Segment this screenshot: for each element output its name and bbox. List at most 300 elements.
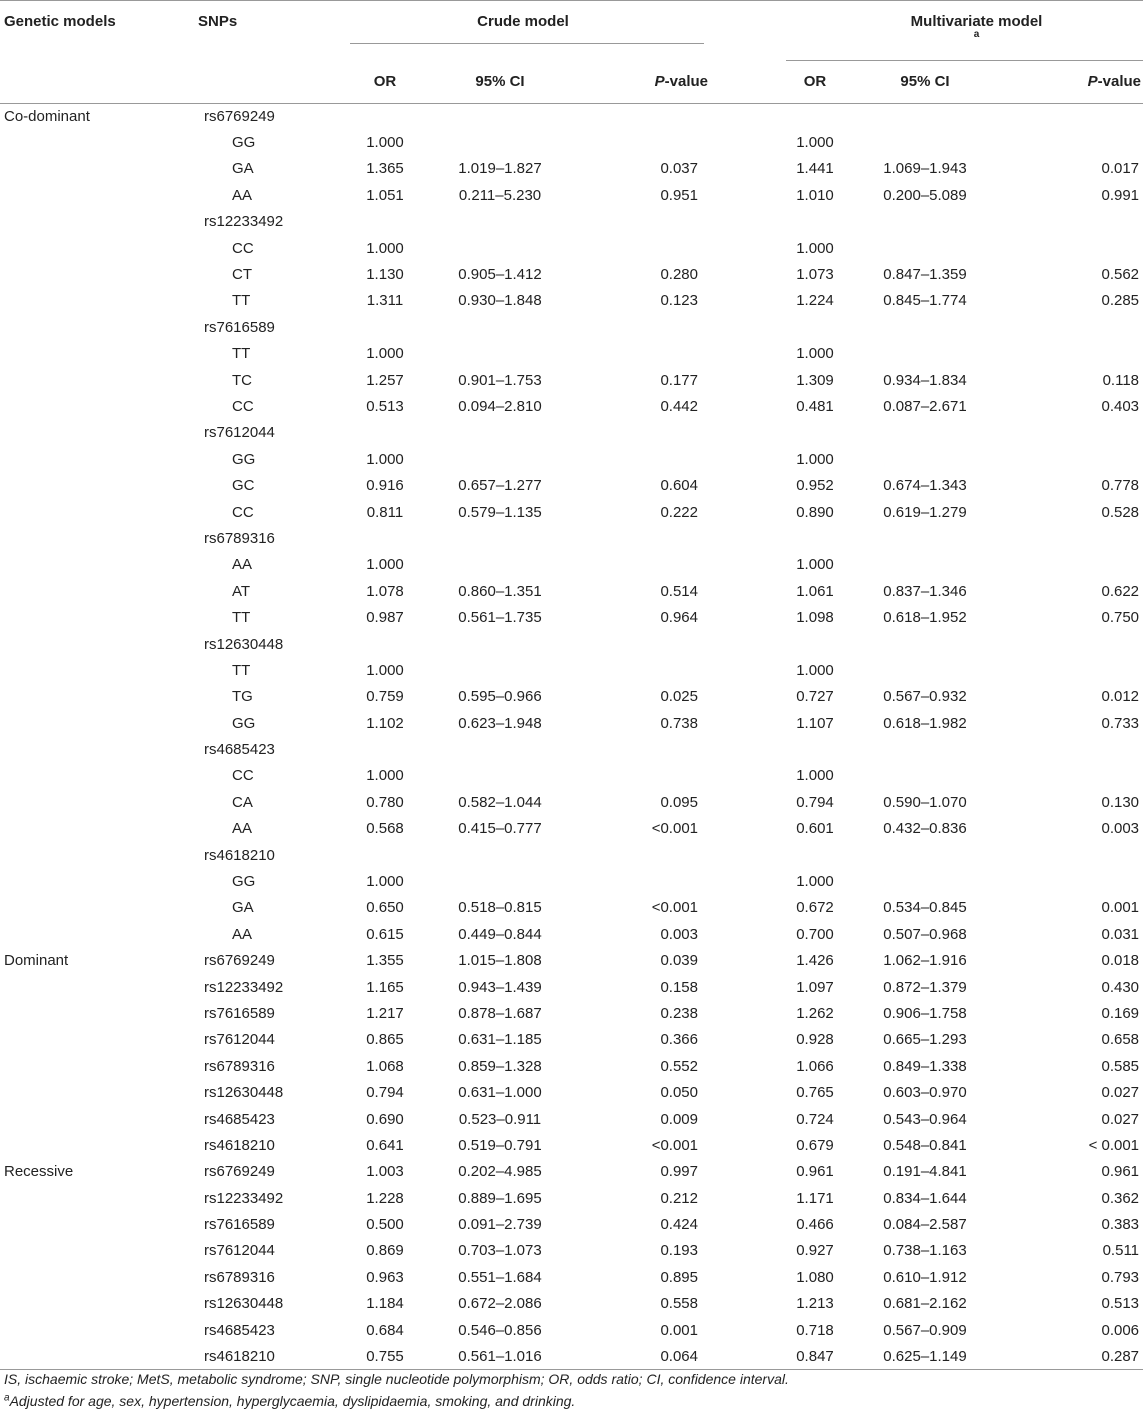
cell-ci-crude: 0.582–1.044 [458, 793, 542, 811]
cell-empty [850, 525, 1000, 551]
cell-ci-multi: 0.087–2.671 [883, 397, 967, 415]
cell-spacer [720, 341, 780, 367]
cell-p-crude: 0.514 [660, 582, 698, 600]
cell-or-multi: 1.073 [796, 266, 834, 284]
cell-empty [720, 314, 780, 340]
cell-or-crude: 0.500 [366, 1216, 404, 1234]
cell-p-multi: < 0.001 [1088, 1136, 1140, 1154]
cell-genetic-model [0, 209, 150, 235]
cell-or-crude: 1.000 [366, 556, 404, 574]
cell-p-multi: 0.027 [1101, 1110, 1140, 1128]
table-row [0, 1238, 1143, 1264]
cell-snp: rs7612044 [204, 1242, 275, 1260]
cell-ci-crude: 0.623–1.948 [458, 714, 542, 732]
cell-or-multi: 0.765 [796, 1084, 834, 1102]
cell-spacer [720, 1000, 780, 1026]
cell-or-crude: 0.650 [366, 899, 404, 917]
cell-spacer [720, 1027, 780, 1053]
cell-snp: rs6789316 [204, 529, 275, 547]
table-row [0, 816, 1143, 842]
cell-spacer [720, 657, 780, 683]
table-footnotes [4, 1370, 1139, 1414]
cell-spacer [720, 789, 780, 815]
cell-or-crude: 0.794 [366, 1084, 404, 1102]
cell-ci-multi: 0.681–2.162 [883, 1295, 967, 1313]
cell-p-crude: 0.951 [660, 186, 698, 204]
cell-genetic-model [0, 1291, 150, 1317]
table-row [0, 921, 1143, 947]
table-row [0, 763, 1143, 789]
cell-ci-multi: 0.534–0.845 [883, 899, 967, 917]
cell-genetic-model [0, 974, 150, 1000]
cell-p-multi: 0.006 [1101, 1321, 1140, 1339]
cell-or-multi: 0.601 [796, 820, 834, 838]
table-row [0, 868, 1143, 894]
table-row [0, 367, 1143, 393]
cell-or-multi: 1.066 [796, 1057, 834, 1075]
header-p-multi: P-value [1000, 61, 1143, 103]
cell-ci-crude: 0.546–0.856 [458, 1321, 542, 1339]
cell-genotype: GA [232, 899, 254, 917]
table-row [0, 341, 1143, 367]
cell-empty [1000, 420, 1143, 446]
cell-p-multi: 0.562 [1101, 266, 1140, 284]
cell-empty [420, 631, 580, 657]
cell-empty [850, 736, 1000, 762]
header-blank-1 [0, 61, 150, 103]
cell-p-crude: 0.158 [660, 978, 698, 996]
cell-p-crude: 0.212 [660, 1189, 698, 1207]
cell-p-multi [1000, 657, 1143, 683]
cell-spacer [720, 895, 780, 921]
cell-empty [350, 420, 420, 446]
cell-p-crude: 0.895 [660, 1268, 698, 1286]
cell-genetic-model [0, 631, 150, 657]
cell-spacer [720, 763, 780, 789]
cell-p-multi: 0.430 [1101, 978, 1140, 996]
cell-ci-multi: 0.543–0.964 [883, 1110, 967, 1128]
cell-spacer [720, 446, 780, 472]
abbreviations-note: IS, ischaemic stroke; MetS, metabolic syndrome; SNP, single nucleotide polymorphism; OR, odds ratio; CI, confidence interval. [4, 1371, 789, 1387]
cell-spacer [720, 393, 780, 419]
table-row [0, 1079, 1143, 1105]
cell-ci-crude: 0.091–2.739 [458, 1216, 542, 1234]
cell-p-multi: 0.383 [1101, 1216, 1140, 1234]
cell-spacer [720, 948, 780, 974]
cell-empty [420, 420, 580, 446]
header-blank-2 [150, 61, 350, 103]
cell-or-crude: 0.963 [366, 1268, 404, 1286]
cell-or-multi: 1.000 [796, 767, 834, 785]
cell-ci-multi: 0.738–1.163 [883, 1242, 967, 1260]
cell-empty [780, 525, 850, 551]
cell-genetic-model [0, 261, 150, 287]
cell-snp: rs6769249 [204, 952, 275, 970]
cell-empty [850, 631, 1000, 657]
cell-spacer [720, 499, 780, 525]
cell-genotype: TT [232, 661, 251, 679]
cell-spacer [720, 684, 780, 710]
cell-p-crude [580, 341, 720, 367]
cell-empty [420, 736, 580, 762]
cell-genetic-model [0, 525, 150, 551]
cell-genetic-model [0, 763, 150, 789]
cell-ci-crude: 0.703–1.073 [458, 1242, 542, 1260]
table-row [0, 1343, 1143, 1369]
cell-or-multi: 1.098 [796, 609, 834, 627]
cell-ci-crude: 0.905–1.412 [458, 266, 542, 284]
cell-genotype: CC [232, 767, 254, 785]
cell-or-multi: 1.097 [796, 978, 834, 996]
cell-p-multi: 0.362 [1101, 1189, 1140, 1207]
cell-ci-multi: 0.837–1.346 [883, 582, 967, 600]
cell-ci-multi [850, 446, 1000, 472]
cell-empty [580, 842, 720, 868]
cell-empty [720, 842, 780, 868]
cell-genetic-model [0, 182, 150, 208]
cell-ci-multi: 0.934–1.834 [883, 371, 967, 389]
cell-empty [780, 736, 850, 762]
table-row [0, 736, 1143, 762]
cell-snp: rs12233492 [204, 978, 284, 996]
cell-empty [580, 420, 720, 446]
cell-or-multi: 1.426 [796, 952, 834, 970]
cell-p-crude: 0.558 [660, 1295, 698, 1313]
cell-or-multi: 1.000 [796, 134, 834, 152]
header-multivariate-model [780, 1, 1143, 62]
cell-ci-crude: 0.631–1.000 [458, 1084, 542, 1102]
cell-genetic-model [0, 1053, 150, 1079]
cell-or-crude: 1.051 [366, 186, 404, 204]
cell-or-crude: 0.865 [366, 1031, 404, 1049]
cell-ci-crude: 0.878–1.687 [458, 1004, 542, 1022]
cell-or-crude: 1.228 [366, 1189, 404, 1207]
cell-empty [350, 842, 420, 868]
cell-genotype: AT [232, 582, 251, 600]
cell-empty [780, 631, 850, 657]
cell-ci-crude: 0.415–0.777 [458, 820, 542, 838]
cell-p-crude: <0.001 [651, 899, 698, 917]
table-row [0, 1027, 1143, 1053]
cell-p-crude [580, 446, 720, 472]
cell-p-crude: 0.064 [580, 1343, 720, 1369]
cell-ci-multi: 0.618–1.982 [883, 714, 967, 732]
table-row [0, 129, 1143, 155]
cell-ci-multi: 0.507–0.968 [883, 925, 967, 943]
cell-or-multi: 0.952 [796, 477, 834, 495]
cell-p-multi: 0.001 [1101, 899, 1140, 917]
cell-ci-multi: 0.610–1.912 [883, 1268, 967, 1286]
cell-ci-multi [850, 657, 1000, 683]
cell-genotype: GC [232, 477, 255, 495]
cell-genotype: GG [232, 450, 256, 468]
cell-spacer [720, 974, 780, 1000]
cell-or-crude: 1.000 [366, 661, 404, 679]
cell-empty [580, 314, 720, 340]
table-row [0, 948, 1143, 974]
cell-empty [580, 736, 720, 762]
cell-genetic-model [0, 578, 150, 604]
cell-or-crude: 0.568 [366, 820, 404, 838]
cell-spacer [720, 156, 780, 182]
header-crude-model: Crude model [350, 1, 720, 62]
cell-or-multi: 0.481 [796, 397, 834, 415]
cell-genotype: TG [232, 688, 253, 706]
cell-p-crude: 0.095 [660, 793, 698, 811]
cell-or-multi: 0.928 [796, 1031, 834, 1049]
cell-empty [1000, 103, 1143, 129]
cell-or-crude: 1.102 [366, 714, 404, 732]
cell-genotype: GG [232, 873, 256, 891]
header-snps: SNPs [150, 1, 350, 62]
table-row [0, 1185, 1143, 1211]
cell-p-multi: 0.658 [1101, 1031, 1140, 1049]
cell-spacer [720, 710, 780, 736]
cell-spacer [720, 1053, 780, 1079]
cell-or-multi: 1.000 [796, 556, 834, 574]
cell-or-crude: 0.641 [366, 1136, 404, 1154]
cell-spacer [720, 1317, 780, 1343]
cell-empty [720, 420, 780, 446]
cell-or-multi: 0.727 [796, 688, 834, 706]
cell-p-multi: 0.991 [1101, 186, 1140, 204]
cell-snp: rs4618210 [204, 846, 275, 864]
table-row [0, 209, 1143, 235]
cell-p-crude: 0.604 [660, 477, 698, 495]
cell-p-crude [580, 129, 720, 155]
cell-spacer [720, 921, 780, 947]
table-row [0, 472, 1143, 498]
cell-snp: rs4618210 [204, 1136, 275, 1154]
table-row [0, 895, 1143, 921]
cell-empty [720, 525, 780, 551]
cell-ci-multi: 1.062–1.916 [883, 952, 967, 970]
cell-p-multi: 0.513 [1101, 1295, 1140, 1313]
cell-snp: rs4685423 [204, 1321, 275, 1339]
cell-p-crude: 0.050 [660, 1084, 698, 1102]
cell-or-crude: 1.184 [366, 1295, 404, 1313]
cell-ci-multi: 0.567–0.909 [883, 1321, 967, 1339]
cell-spacer [720, 604, 780, 630]
cell-spacer [720, 1159, 780, 1185]
cell-p-crude: 0.366 [660, 1031, 698, 1049]
cell-ci-multi: 0.906–1.758 [883, 1004, 967, 1022]
cell-or-multi: 0.794 [796, 793, 834, 811]
cell-empty [580, 103, 720, 129]
cell-ci-multi: 0.548–0.841 [883, 1136, 967, 1154]
cell-ci-crude: 0.094–2.810 [458, 397, 542, 415]
cell-genotype: CC [232, 239, 254, 257]
cell-ci-crude [420, 129, 580, 155]
cell-or-multi: 0.700 [796, 925, 834, 943]
cell-empty [850, 209, 1000, 235]
cell-genetic-model [0, 341, 150, 367]
cell-snp: rs12233492 [204, 213, 284, 231]
cell-ci-crude [420, 868, 580, 894]
cell-or-crude: 1.257 [366, 371, 404, 389]
cell-snp: rs12630448 [204, 635, 284, 653]
cell-p-crude: 0.003 [660, 925, 698, 943]
multivariate-label: Multivariate model [910, 13, 1043, 30]
cell-or-multi: 0.927 [796, 1242, 834, 1260]
cell-spacer [720, 129, 780, 155]
cell-snp: rs4618210 [150, 1343, 350, 1369]
cell-p-crude: 0.997 [660, 1163, 698, 1181]
cell-or-multi: 1.441 [796, 160, 834, 178]
table-row [0, 578, 1143, 604]
cell-or-crude: 1.130 [366, 266, 404, 284]
cell-p-multi: 0.018 [1101, 952, 1140, 970]
cell-p-multi: 0.733 [1101, 714, 1140, 732]
cell-genetic-model [0, 736, 150, 762]
cell-empty [350, 525, 420, 551]
cell-or-multi: 0.466 [796, 1216, 834, 1234]
cell-snp: rs6789316 [204, 1057, 275, 1075]
cell-p-crude: 0.552 [660, 1057, 698, 1075]
cell-p-multi: 0.285 [1101, 292, 1140, 310]
table-row [0, 657, 1143, 683]
cell-spacer [720, 288, 780, 314]
cell-genetic-model [0, 895, 150, 921]
table-row [0, 631, 1143, 657]
cell-or-multi: 1.000 [796, 661, 834, 679]
cell-genotype: GG [232, 714, 256, 732]
cell-spacer [720, 1185, 780, 1211]
cell-ci-multi: 0.674–1.343 [883, 477, 967, 495]
cell-genotype: TT [232, 609, 251, 627]
cell-snp: rs6769249 [204, 107, 275, 125]
cell-or-multi: 0.724 [796, 1110, 834, 1128]
cell-genetic-model [0, 420, 150, 446]
cell-empty [350, 314, 420, 340]
cell-spacer [720, 472, 780, 498]
cell-ci-crude: 0.211–5.230 [458, 186, 542, 204]
cell-genetic-model [0, 367, 150, 393]
cell-spacer [720, 1343, 780, 1369]
cell-or-crude: 0.811 [366, 503, 404, 521]
cell-genetic-model [0, 604, 150, 630]
cell-genotype: AA [232, 556, 253, 574]
cell-genetic-model [0, 288, 150, 314]
header-genetic-models: Genetic models [0, 1, 150, 62]
cell-genetic-model [0, 1264, 150, 1290]
cell-p-crude: 0.039 [660, 952, 698, 970]
cell-or-multi: 0.847 [780, 1343, 850, 1369]
multivariate-footnote-marker: a [973, 29, 980, 40]
cell-p-crude [580, 763, 720, 789]
adjustment-note: $^a$Adjusted for age, sex, hypertension, hyperglycaemia, dyslipidaemia, smoking, and drinking. [4, 1392, 576, 1409]
table-row [0, 1106, 1143, 1132]
table-body [0, 103, 1143, 1370]
cell-or-multi: 1.000 [796, 873, 834, 891]
cell-empty [720, 103, 780, 129]
cell-p-multi: 0.750 [1101, 609, 1140, 627]
cell-ci-crude: 0.672–2.086 [458, 1295, 542, 1313]
cell-genetic-model [0, 129, 150, 155]
cell-spacer [720, 578, 780, 604]
cell-ci-multi: 0.872–1.379 [883, 978, 967, 996]
cell-p-multi: 0.118 [1102, 371, 1140, 389]
cell-genetic-model: Recessive [4, 1163, 74, 1181]
cell-or-crude: 0.759 [366, 688, 404, 706]
cell-p-multi: 0.585 [1101, 1057, 1140, 1075]
header-or-multi: OR [780, 61, 850, 103]
cell-empty [780, 103, 850, 129]
table-row [0, 261, 1143, 287]
cell-p-multi: 0.778 [1101, 477, 1140, 495]
table-row [0, 552, 1143, 578]
cell-or-multi: 1.000 [796, 450, 834, 468]
cell-ci-multi: 0.590–1.070 [883, 793, 967, 811]
cell-or-crude: 1.078 [366, 582, 404, 600]
table-row [0, 499, 1143, 525]
cell-genetic-model [0, 472, 150, 498]
cell-p-crude [580, 552, 720, 578]
cell-empty [350, 209, 420, 235]
cell-or-multi: 1.000 [796, 239, 834, 257]
cell-genotype: GG [232, 134, 256, 152]
table-row [0, 156, 1143, 182]
cell-empty [850, 103, 1000, 129]
cell-p-multi [1000, 129, 1143, 155]
cell-genetic-model [0, 552, 150, 578]
cell-spacer [720, 1211, 780, 1237]
cell-genetic-model [0, 842, 150, 868]
cell-or-crude: 1.000 [366, 345, 404, 363]
cell-genotype: AA [232, 186, 253, 204]
cell-empty [1000, 631, 1143, 657]
cell-empty [780, 314, 850, 340]
cell-p-crude: <0.001 [651, 820, 698, 838]
cell-or-multi: 1.061 [796, 582, 834, 600]
cell-or-multi: 1.309 [796, 371, 834, 389]
cell-p-crude: 0.424 [660, 1216, 698, 1234]
cell-empty [580, 209, 720, 235]
cell-snp: rs7616589 [204, 1004, 275, 1022]
cell-empty [1000, 736, 1143, 762]
cell-empty [420, 314, 580, 340]
table-row [0, 1132, 1143, 1158]
cell-empty [1000, 525, 1143, 551]
cell-empty [420, 103, 580, 129]
cell-or-crude: 0.684 [366, 1321, 404, 1339]
cell-spacer [720, 1238, 780, 1264]
cell-p-crude [580, 657, 720, 683]
cell-genetic-model [0, 1238, 150, 1264]
cell-ci-multi: 0.432–0.836 [883, 820, 967, 838]
cell-snp: rs12630448 [204, 1084, 284, 1102]
cell-p-multi [1000, 446, 1143, 472]
header-blank-3 [720, 61, 780, 103]
cell-or-crude: 1.000 [366, 450, 404, 468]
cell-ci-crude: 0.943–1.439 [458, 978, 542, 996]
cell-or-multi: 1.000 [796, 345, 834, 363]
cell-genetic-model [0, 1211, 150, 1237]
cell-p-multi [1000, 763, 1143, 789]
cell-or-crude: 0.987 [366, 609, 404, 627]
cell-ci-multi [850, 763, 1000, 789]
cell-or-crude: 0.513 [366, 397, 404, 415]
table-row [0, 1159, 1143, 1185]
cell-ci-crude [420, 446, 580, 472]
cell-genetic-model: Co-dominant [4, 107, 90, 125]
cell-snp: rs4685423 [204, 741, 275, 759]
cell-p-multi: 0.793 [1101, 1268, 1140, 1286]
cell-genetic-model [0, 1027, 150, 1053]
cell-genetic-model [0, 235, 150, 261]
cell-or-crude: 1.000 [366, 239, 404, 257]
cell-empty [780, 842, 850, 868]
